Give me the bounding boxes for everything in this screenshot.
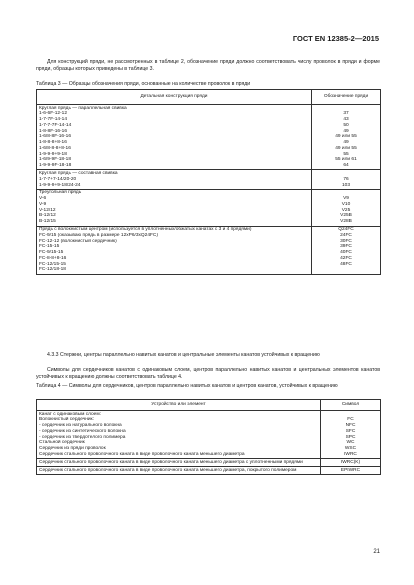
strand-code: Q24FC bbox=[338, 227, 354, 233]
section-title: Треугольная прядь bbox=[39, 190, 82, 196]
strand-desc: FC-12/15-15 bbox=[39, 261, 66, 267]
strand-desc: FC-9/15 (оказываю прядь в размере 12xP6/3xQ24FC) bbox=[39, 232, 158, 238]
strand-code: 64 bbox=[343, 163, 349, 169]
strand-code: 37 bbox=[343, 111, 349, 117]
strand-code: 49 bbox=[343, 140, 349, 146]
strand-desc: FC-8-8+8-16 bbox=[39, 255, 67, 261]
section-title: Круглая прядь — составная свивка bbox=[39, 171, 118, 177]
table4-row-iwrc-k bbox=[37, 459, 381, 467]
element-desc: Сердечник стального проволочного каната в виде проволочного каната меньшего диаметра, покрытого полимером bbox=[39, 467, 297, 473]
element-symbol: IWRC bbox=[344, 451, 357, 457]
element-desc: Сердечник стального проволочного каната в виде проволочного каната меньшего диаметра с уплотненными прядями bbox=[39, 459, 303, 465]
section-title: Прядь с волокнистым центром (используется в уплотненных/обжатых канатах с 3 и 4 прядями) bbox=[39, 227, 252, 233]
strand-code: 49 или 55 bbox=[335, 134, 357, 140]
element-desc: Канат с одинаковым слоем: bbox=[39, 411, 101, 417]
table4 bbox=[36, 399, 381, 475]
strand-desc: B-12/12 bbox=[39, 213, 56, 219]
table4-row-epiwrc bbox=[37, 467, 381, 475]
strand-code: 55 или 61 bbox=[335, 157, 357, 163]
strand-desc: V-9 bbox=[39, 201, 47, 207]
strand-desc: 1-7-7+7-14/20-20 bbox=[39, 176, 77, 182]
table4-col-element-header: Устройство или элемент bbox=[37, 400, 321, 411]
table4-caption: Таблица 4 — Символы для сердечников, центров параллельно навитых канатов и центров канатов, устойчивых к вращению bbox=[36, 383, 338, 389]
table3-caption: Таблица 3 — Образцы обозначения пряди, основанные на количестве проволок в пряди bbox=[36, 81, 251, 87]
element-symbol: EPIWRC bbox=[340, 467, 361, 473]
strand-code: 49 или 55 bbox=[335, 145, 357, 151]
strand-desc: FC-9/15-15 bbox=[39, 250, 64, 256]
strand-desc: 1-8-8F-16-16 bbox=[39, 128, 67, 134]
element-symbol: WSC bbox=[344, 446, 357, 452]
strand-desc: 1-6/8-8F-16-16 bbox=[39, 134, 71, 140]
element-desc: Сердечник стального проволочного каната в виде проволочного каната меньшего диаметра bbox=[39, 451, 245, 457]
section-title: Круглая прядь — параллельная свивка bbox=[39, 105, 127, 111]
strand-code: 43 bbox=[343, 117, 349, 123]
element-desc: Сердечник из пряди проволок bbox=[39, 446, 106, 452]
strand-desc: 1-7-7-7F-14-14 bbox=[39, 122, 72, 128]
table3-section-round-compound bbox=[37, 170, 381, 189]
element-desc: Волокнистый сердечник: bbox=[39, 417, 94, 423]
strand-code: 30FC bbox=[340, 238, 352, 244]
element-desc: - сердечник из синтетического волокна bbox=[39, 428, 126, 434]
strand-desc: 1-9-9-9F-18-18 bbox=[39, 163, 72, 169]
section-4-3-3-heading: 4.3.3 Стержни, центры параллельно навитых канатов и центральные элементы канатов устойчивых к вращению bbox=[47, 352, 320, 358]
strand-desc: FC-15-15 bbox=[39, 244, 60, 250]
table4-group-single-layer bbox=[37, 411, 381, 459]
element-desc: Стальной сердечник bbox=[39, 440, 85, 446]
strand-code: 55 bbox=[343, 151, 349, 157]
strand-code: 40FC bbox=[340, 250, 352, 256]
table4-col-symbol-header: Символ bbox=[321, 400, 381, 411]
strand-code: 48FC bbox=[340, 261, 352, 267]
strand-code: 39FC bbox=[340, 244, 352, 250]
strand-code: 49 bbox=[343, 128, 349, 134]
strand-desc: 1-6/9-9F-18-18 bbox=[39, 157, 71, 163]
element-symbol: WC bbox=[346, 440, 355, 446]
element-desc: - сердечник из твердотелого полимера bbox=[39, 434, 126, 440]
strand-desc: 1-7-7F-14-14 bbox=[39, 117, 67, 123]
strand-desc: 1-8-8-8+8-16 bbox=[39, 140, 67, 146]
strand-code: 42FC bbox=[340, 255, 352, 261]
strand-code: 24FC bbox=[340, 232, 352, 238]
element-symbol: SPC bbox=[345, 434, 356, 440]
strand-code: V10 bbox=[341, 201, 351, 207]
element-symbol: FC bbox=[347, 417, 354, 423]
strand-desc: FC-12/18-18 bbox=[39, 267, 66, 273]
page-number: 21 bbox=[373, 549, 380, 555]
element-desc: - сердечник из натурального волокна bbox=[39, 423, 122, 429]
strand-code: 76 bbox=[343, 176, 349, 182]
element-symbol: IWRC(K) bbox=[340, 459, 361, 465]
strand-code: V25B bbox=[340, 213, 352, 219]
strand-desc: 1-9-9-9+9-18/24-24 bbox=[39, 182, 81, 188]
strand-desc: 1-9-9-9+9-18 bbox=[39, 151, 67, 157]
strand-code: V9 bbox=[343, 196, 349, 202]
strand-code: V28B bbox=[340, 219, 352, 225]
strand-desc: B-12/15 bbox=[39, 219, 56, 225]
strand-desc: V-6 bbox=[39, 196, 47, 202]
intro-paragraph: Для конструкций пряди, не рассмотренных в таблице 2, обозначение пряди должно соответствовать числу проволок в пряди и форме пряди, образцы которых приведены в таблице 3. bbox=[36, 59, 380, 73]
strand-code: 103 bbox=[341, 182, 350, 188]
table3-col-detail-header: Детальная конструкция пряди bbox=[37, 90, 312, 105]
element-symbol: NFC bbox=[345, 423, 356, 429]
strand-code: 50 bbox=[343, 122, 349, 128]
table3-section-fibre-centre bbox=[37, 226, 381, 274]
strand-desc: FC-12-12 (волокнистый сердечник) bbox=[39, 238, 117, 244]
table3 bbox=[36, 89, 381, 275]
table3-section-round-parallel bbox=[37, 105, 381, 170]
section-4-3-3-paragraph: Символы для сердечников канатов с одинаковым слоем, центров параллельно навитых канатов и центральных элементов канатов устойчивых к вращению должны соответствовать таблице 4. bbox=[36, 367, 380, 381]
table3-col-code-header: Обозначение пряди bbox=[312, 90, 381, 105]
element-symbol: SFC bbox=[345, 428, 356, 434]
strand-desc: 1-6/8-8-8+8-16 bbox=[39, 145, 71, 151]
standard-number: ГОСТ EN 12385-2—2015 bbox=[292, 34, 379, 43]
strand-desc: V-12/12 bbox=[39, 207, 56, 213]
strand-code: V25 bbox=[341, 207, 351, 213]
table3-section-triangular bbox=[37, 189, 381, 226]
strand-desc: 1-6-6F-12-12 bbox=[39, 111, 67, 117]
